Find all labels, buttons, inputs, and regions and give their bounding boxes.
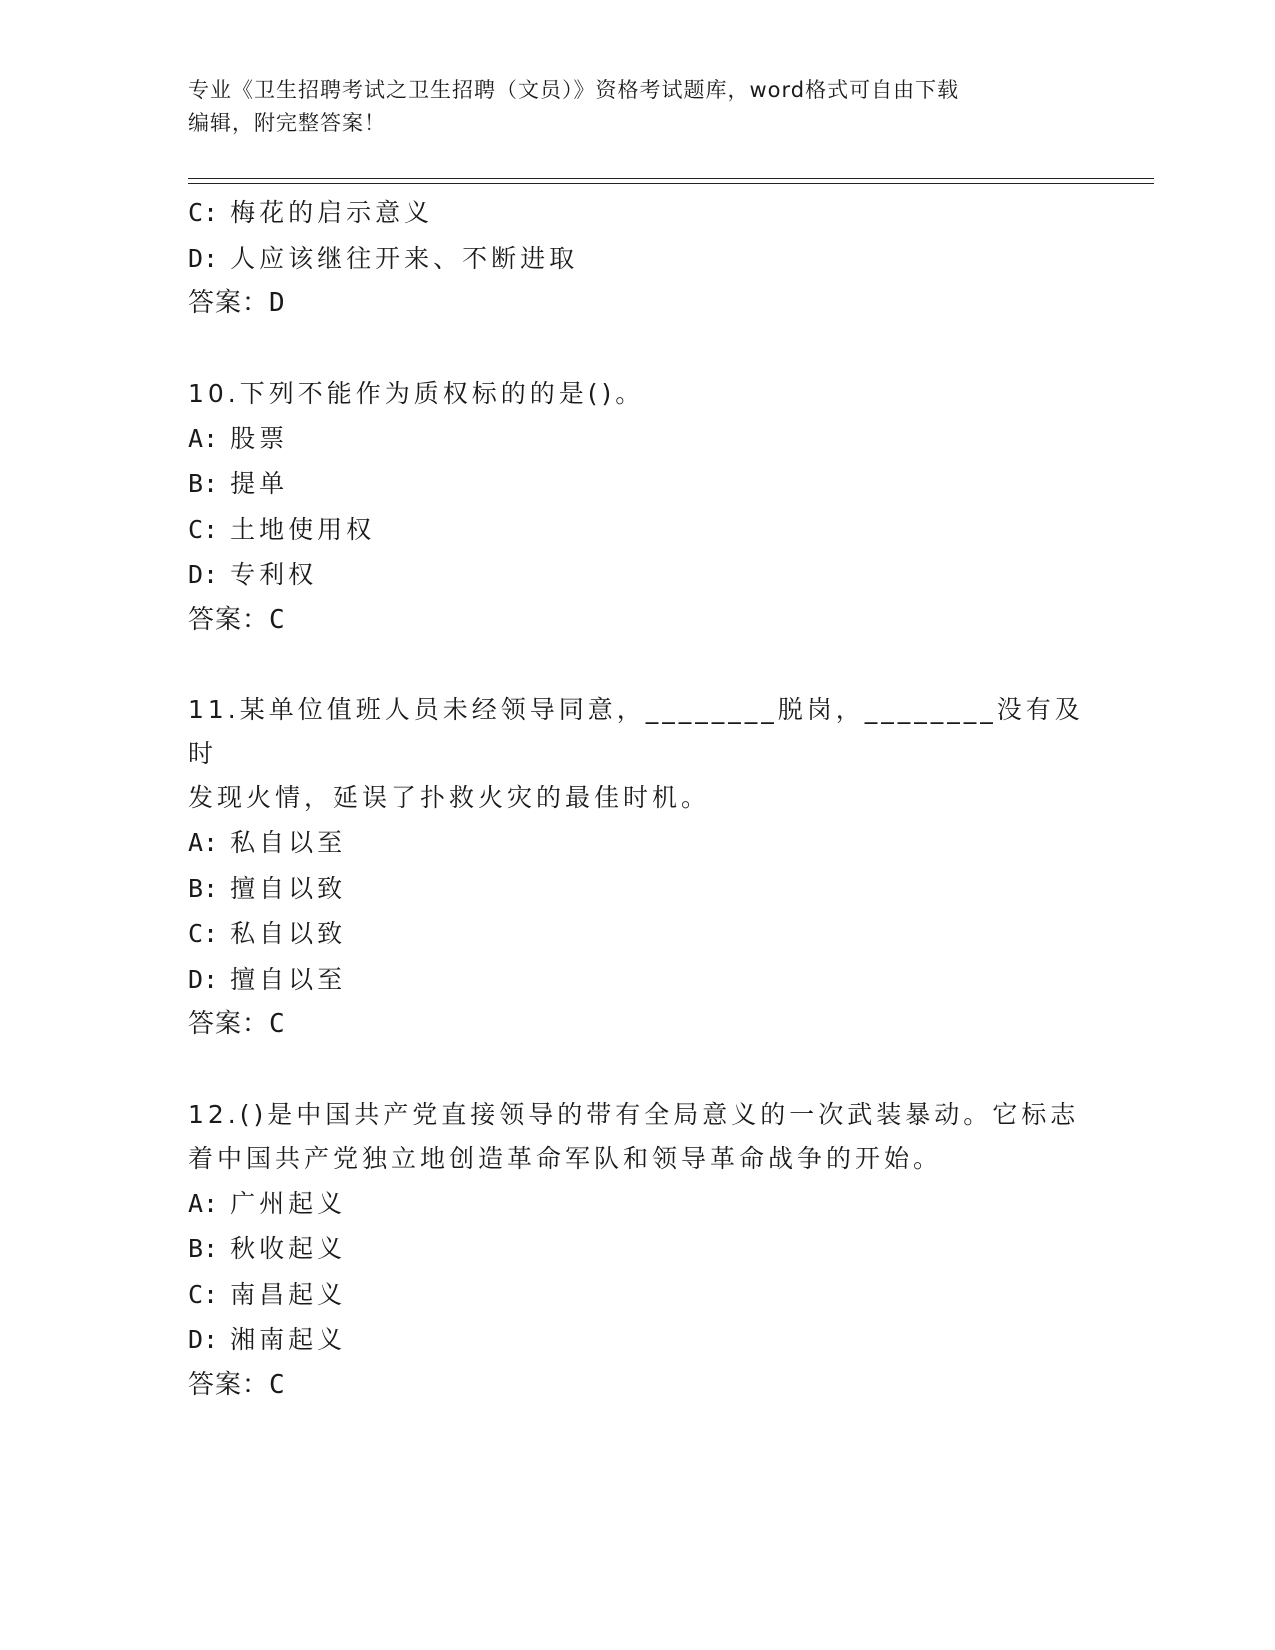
option-b bbox=[188, 866, 1108, 912]
question-text-line-1: 12.()是中国共产党直接领导的带有全局意义的一次武装暴动。它标志 bbox=[188, 1099, 1080, 1129]
option-letter: B: bbox=[188, 1234, 219, 1263]
option-b bbox=[188, 461, 1108, 507]
option-text: 提单 bbox=[230, 469, 289, 498]
option-a bbox=[188, 416, 1108, 462]
answer-value: C bbox=[269, 604, 286, 635]
question-block-10 bbox=[188, 372, 1108, 644]
option-text: 广州起义 bbox=[230, 1188, 347, 1218]
option-letter: C: bbox=[188, 198, 219, 227]
question-text-line-2: 着中国共产党独立地创造革命军队和领导革命战争的开始。 bbox=[188, 1143, 943, 1173]
option-a bbox=[188, 1181, 1108, 1227]
question-text-line-2: 发现火情，延误了扑救火灾的最佳时机。 bbox=[188, 783, 711, 812]
option-text: 秋收起义 bbox=[230, 1234, 347, 1263]
option-letter: D: bbox=[188, 560, 219, 589]
option-d bbox=[188, 957, 1108, 1003]
option-c bbox=[188, 1272, 1108, 1318]
option-text: 梅花的启示意义 bbox=[230, 198, 434, 227]
question-text-line-1: 10.下列不能作为质权标的的是()。 bbox=[188, 378, 645, 408]
option-b bbox=[188, 1226, 1108, 1272]
answer-value: C bbox=[269, 1369, 286, 1400]
header-rule-bottom bbox=[188, 183, 1154, 184]
header-line-1: 专业《卫生招聘考试之卫生招聘（文员）》资格考试题库，word格式可自由下载 bbox=[188, 78, 960, 102]
option-text: 专利权 bbox=[230, 560, 318, 589]
option-text: 私自以致 bbox=[230, 919, 347, 948]
question-text-line-1: 11.某单位值班人员未经领导同意，________脱岗，________没有及时 bbox=[188, 695, 1084, 768]
document-header bbox=[188, 74, 1088, 140]
header-rule-top bbox=[188, 178, 1154, 179]
option-letter: A: bbox=[188, 828, 219, 857]
option-c bbox=[188, 507, 1108, 553]
option-letter: D: bbox=[188, 964, 219, 994]
question-text bbox=[188, 688, 1088, 820]
option-letter: A: bbox=[188, 1188, 219, 1218]
option-letter: A: bbox=[188, 423, 219, 453]
option-text: 土地使用权 bbox=[230, 514, 376, 544]
option-text: 擅自以至 bbox=[230, 964, 347, 994]
question-block-11 bbox=[188, 688, 1108, 1048]
option-text: 南昌起义 bbox=[230, 1279, 347, 1309]
header-line-2: 编辑，附完整答案！ bbox=[188, 111, 386, 135]
option-d bbox=[188, 552, 1108, 598]
answer-value: C bbox=[269, 1009, 286, 1039]
option-letter: D: bbox=[188, 1325, 219, 1354]
question-list bbox=[188, 190, 1108, 1453]
answer-label: 答案： bbox=[188, 1369, 270, 1400]
option-letter: D: bbox=[188, 243, 219, 273]
option-text: 私自以至 bbox=[230, 828, 347, 857]
option-text: 股票 bbox=[230, 423, 289, 453]
option-text: 湘南起义 bbox=[230, 1325, 347, 1354]
answer-line bbox=[188, 598, 1108, 644]
option-letter: C: bbox=[188, 514, 219, 544]
question-text bbox=[188, 372, 1088, 416]
answer-value: D bbox=[269, 288, 286, 318]
answer-line bbox=[188, 281, 1108, 327]
option-letter: B: bbox=[188, 873, 219, 903]
option-text: 人应该继往开来、不断进取 bbox=[230, 243, 579, 273]
option-c bbox=[188, 190, 1108, 236]
option-letter: C: bbox=[188, 919, 219, 948]
option-d bbox=[188, 236, 1108, 282]
answer-line bbox=[188, 1363, 1108, 1409]
option-letter: C: bbox=[188, 1279, 219, 1309]
option-text: 擅自以致 bbox=[230, 873, 347, 903]
option-c bbox=[188, 911, 1108, 957]
answer-line bbox=[188, 1002, 1108, 1048]
prev-question-block bbox=[188, 190, 1108, 327]
option-letter: B: bbox=[188, 469, 219, 498]
answer-label: 答案： bbox=[188, 604, 270, 635]
answer-label: 答案： bbox=[188, 288, 270, 318]
question-text bbox=[188, 1093, 1088, 1181]
option-a bbox=[188, 820, 1108, 866]
question-block-12 bbox=[188, 1093, 1108, 1409]
option-d bbox=[188, 1317, 1108, 1363]
answer-label: 答案： bbox=[188, 1009, 270, 1039]
